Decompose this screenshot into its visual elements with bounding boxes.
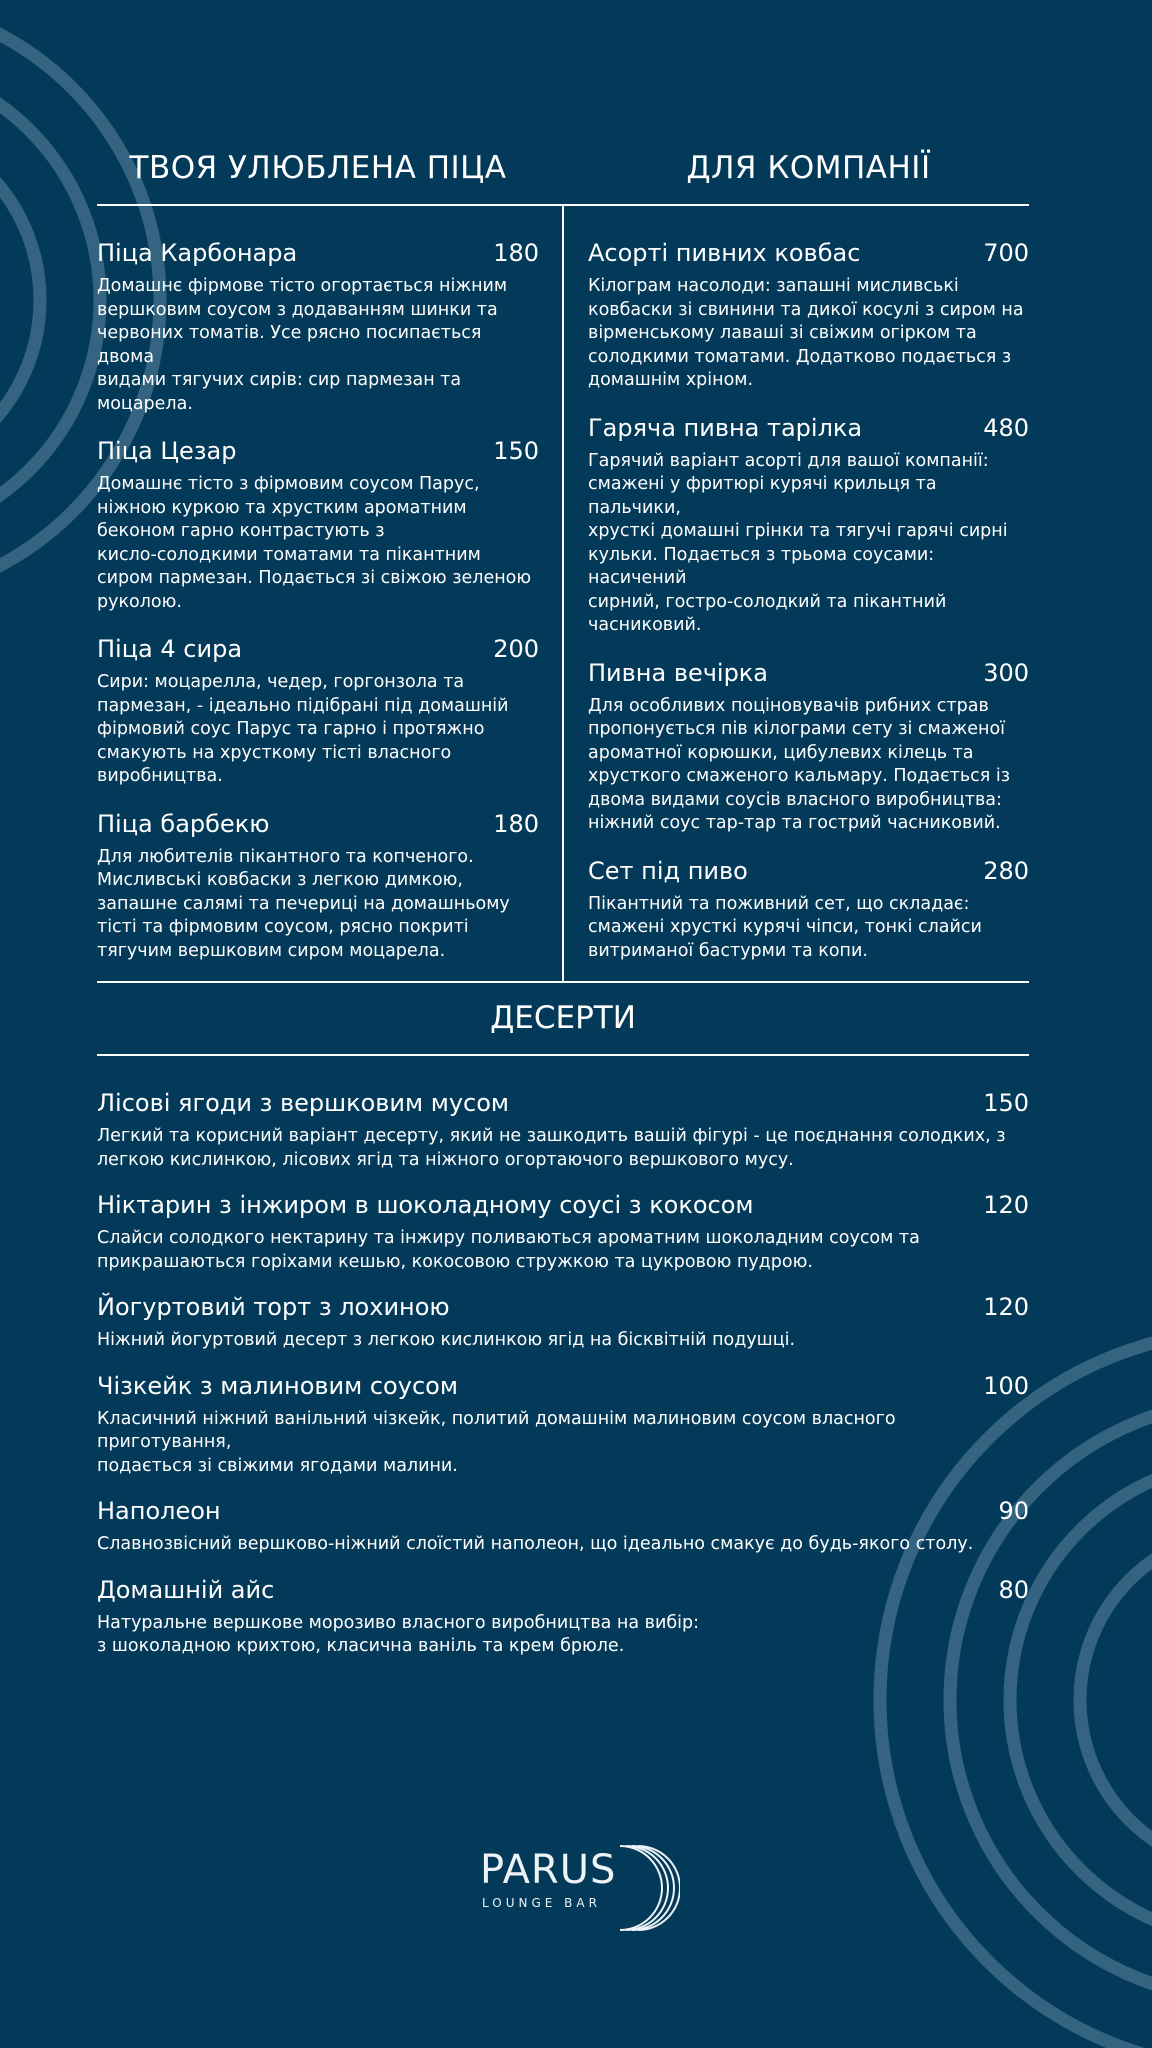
item-name: Асорті пивних ковбас bbox=[588, 239, 861, 267]
item-name: Наполеон bbox=[97, 1497, 221, 1525]
sail-arcs-icon bbox=[610, 1838, 680, 1938]
menu-item bbox=[97, 1573, 1029, 1659]
desserts-divider bbox=[97, 1054, 1029, 1056]
item-price: 150 bbox=[983, 1089, 1029, 1117]
menu-item bbox=[97, 1494, 1029, 1557]
item-price: 100 bbox=[983, 1371, 1029, 1400]
item-name: Гаряча пивна тарілка bbox=[588, 413, 863, 442]
desserts-section-title: ДЕСЕРТИ bbox=[490, 1000, 636, 1036]
item-description: Слайси солодкого нектарину та інжиру поливаються ароматним шоколадним соусом та прикрашаються горіхами кешью, кокосовою стружкою та цукровою пудрою. bbox=[97, 1228, 920, 1272]
item-description: Домашнє тісто з фірмовим соусом Парус, ніжною куркою та хрустким ароматним беконом гарно контрастують з кисло-солодкими томатами та пікантним сиром пармезан. Подається зі свіжою зеленою руколою. bbox=[97, 474, 532, 612]
item-price: 120 bbox=[983, 1293, 1029, 1321]
item-price: 200 bbox=[493, 635, 539, 663]
menu-item bbox=[588, 236, 1029, 393]
item-price: 280 bbox=[983, 856, 1029, 885]
item-name: Піца барбекю bbox=[97, 809, 270, 838]
item-description: Для любителів пікантного та копченого. Мисливські ковбаски з легкою димкою, запашне салямі та печериці на домашньому тісті та фірмовим соусом, рясно покриті тягучим вершковим сиром моцарела. bbox=[97, 846, 510, 961]
menu-item bbox=[588, 854, 1029, 964]
item-description: Класичний ніжний ванільний чізкейк, политий домашнім малиновим соусом власного приготування, подається зі свіжими ягодами малини. bbox=[97, 1408, 896, 1476]
pizza-section-title: ТВОЯ УЛЮБЛЕНА ПІЦА bbox=[129, 150, 507, 186]
item-description: Легкий та корисний варіант десерту, який не зашкодить вашій фігурі - це поєднання солодких, з легкою кислинкою, лісових ягід та ніжного огортаючого вершкового мусу. bbox=[97, 1126, 1006, 1170]
menu-item bbox=[97, 1290, 1029, 1353]
item-price: 300 bbox=[983, 658, 1029, 687]
item-price: 700 bbox=[983, 239, 1029, 267]
menu-item bbox=[97, 236, 539, 416]
menu-item bbox=[97, 1188, 1029, 1274]
item-price: 180 bbox=[493, 239, 539, 267]
item-description: Для особливих поціновувачів рибних страв пропонується пів кілограми сету зі смаженої ароматної корюшки, цибулевих кілець та хрусткого смаженого кальмару. Подається із двома видами соусів власного виробництва: ніжний соус тар-тар та гострий часниковий. bbox=[588, 695, 1011, 833]
item-name: Пивна вечірка bbox=[588, 658, 769, 687]
company-list bbox=[588, 236, 1029, 981]
menu-item bbox=[97, 434, 539, 614]
item-price: 150 bbox=[493, 437, 539, 465]
item-name: Лісові ягоди з вершковим мусом bbox=[97, 1089, 510, 1117]
item-description: Ніжний йогуртовий десерт з легкою кислинкою ягід на бісквітній подушці. bbox=[97, 1330, 796, 1350]
company-column-header bbox=[588, 148, 1029, 204]
pizza-list bbox=[97, 236, 539, 981]
item-name: Чізкейк з малиновим соусом bbox=[97, 1371, 458, 1400]
menu-item bbox=[97, 1369, 1029, 1479]
item-name: Піца Цезар bbox=[97, 437, 237, 465]
column-divider bbox=[562, 206, 564, 981]
item-description: Славнозвісний вершково-ніжний слоїстий наполеон, що ідеально смакує до будь-якого столу. bbox=[97, 1534, 974, 1554]
item-name: Піца Карбонара bbox=[97, 239, 298, 267]
item-description: Гарячий варіант асорті для вашої компанії: смажені у фритюрі курячі крильця та пальчики, хрусткі домашні грінки та тягучі гарячі сирні кульки. Подається з трьома соусами: насичений сирний, гостро-солодкий та пікантний часниковий. bbox=[588, 450, 1008, 635]
item-description: Сири: моцарелла, чедер, горгонзола та пармезан, - ідеально підібрані під домашній фірмовий соус Парус та гарно і протяжно смакують на хрусткому тісті власного виробництва. bbox=[97, 672, 509, 786]
logo-wordmark: PARUS bbox=[480, 1847, 617, 1893]
item-name: Домашній айс bbox=[97, 1575, 275, 1604]
parus-logo bbox=[470, 1838, 680, 1938]
item-description: Пікантний та поживний сет, що складає: смажені хрусткі курячі чіпси, тонкі слайси витриманої бастурми та копи. bbox=[588, 893, 982, 961]
item-description: Натуральне вершкове морозиво власного виробництва на вибір: з шоколадною крихтою, класична ваніль та крем брюле. bbox=[97, 1612, 699, 1656]
item-name: Піца 4 сира bbox=[97, 635, 243, 663]
item-name: Йогуртовий торт з лохиною bbox=[97, 1293, 450, 1321]
desserts-list bbox=[97, 1086, 1029, 1675]
item-name: Ніктарин з інжиром в шоколадному соусі з кокосом bbox=[97, 1191, 754, 1219]
item-price: 180 bbox=[493, 809, 539, 838]
menu-item bbox=[588, 656, 1029, 836]
columns-bottom-divider bbox=[97, 981, 1029, 983]
logo-subtitle: LOUNGE BAR bbox=[482, 1896, 601, 1910]
item-description: Домашнє фірмове тісто огортається ніжним вершковим соусом з додаванням шинки та червоних томатів. Усе рясно посипається двома видами тягучих сирів: сир пармезан та моцарела. bbox=[97, 276, 508, 414]
item-price: 120 bbox=[983, 1191, 1029, 1219]
menu-item bbox=[97, 1086, 1029, 1172]
menu-item bbox=[97, 632, 539, 789]
menu-item bbox=[588, 411, 1029, 638]
item-price: 80 bbox=[998, 1575, 1029, 1604]
pizza-column-header bbox=[97, 148, 539, 204]
item-price: 480 bbox=[983, 413, 1029, 442]
company-section-title: ДЛЯ КОМПАНІЇ bbox=[686, 150, 931, 186]
item-description: Кілограм насолоди: запашні мисливські ковбаски зі свинини та дикої косулі з сиром на вірменському лаваші зі свіжим огірком та солодкими томатами. Додатково подається з домашнім хріном. bbox=[588, 276, 1024, 390]
item-name: Сет під пиво bbox=[588, 856, 748, 885]
menu-item bbox=[97, 807, 539, 964]
item-price: 90 bbox=[998, 1497, 1029, 1525]
